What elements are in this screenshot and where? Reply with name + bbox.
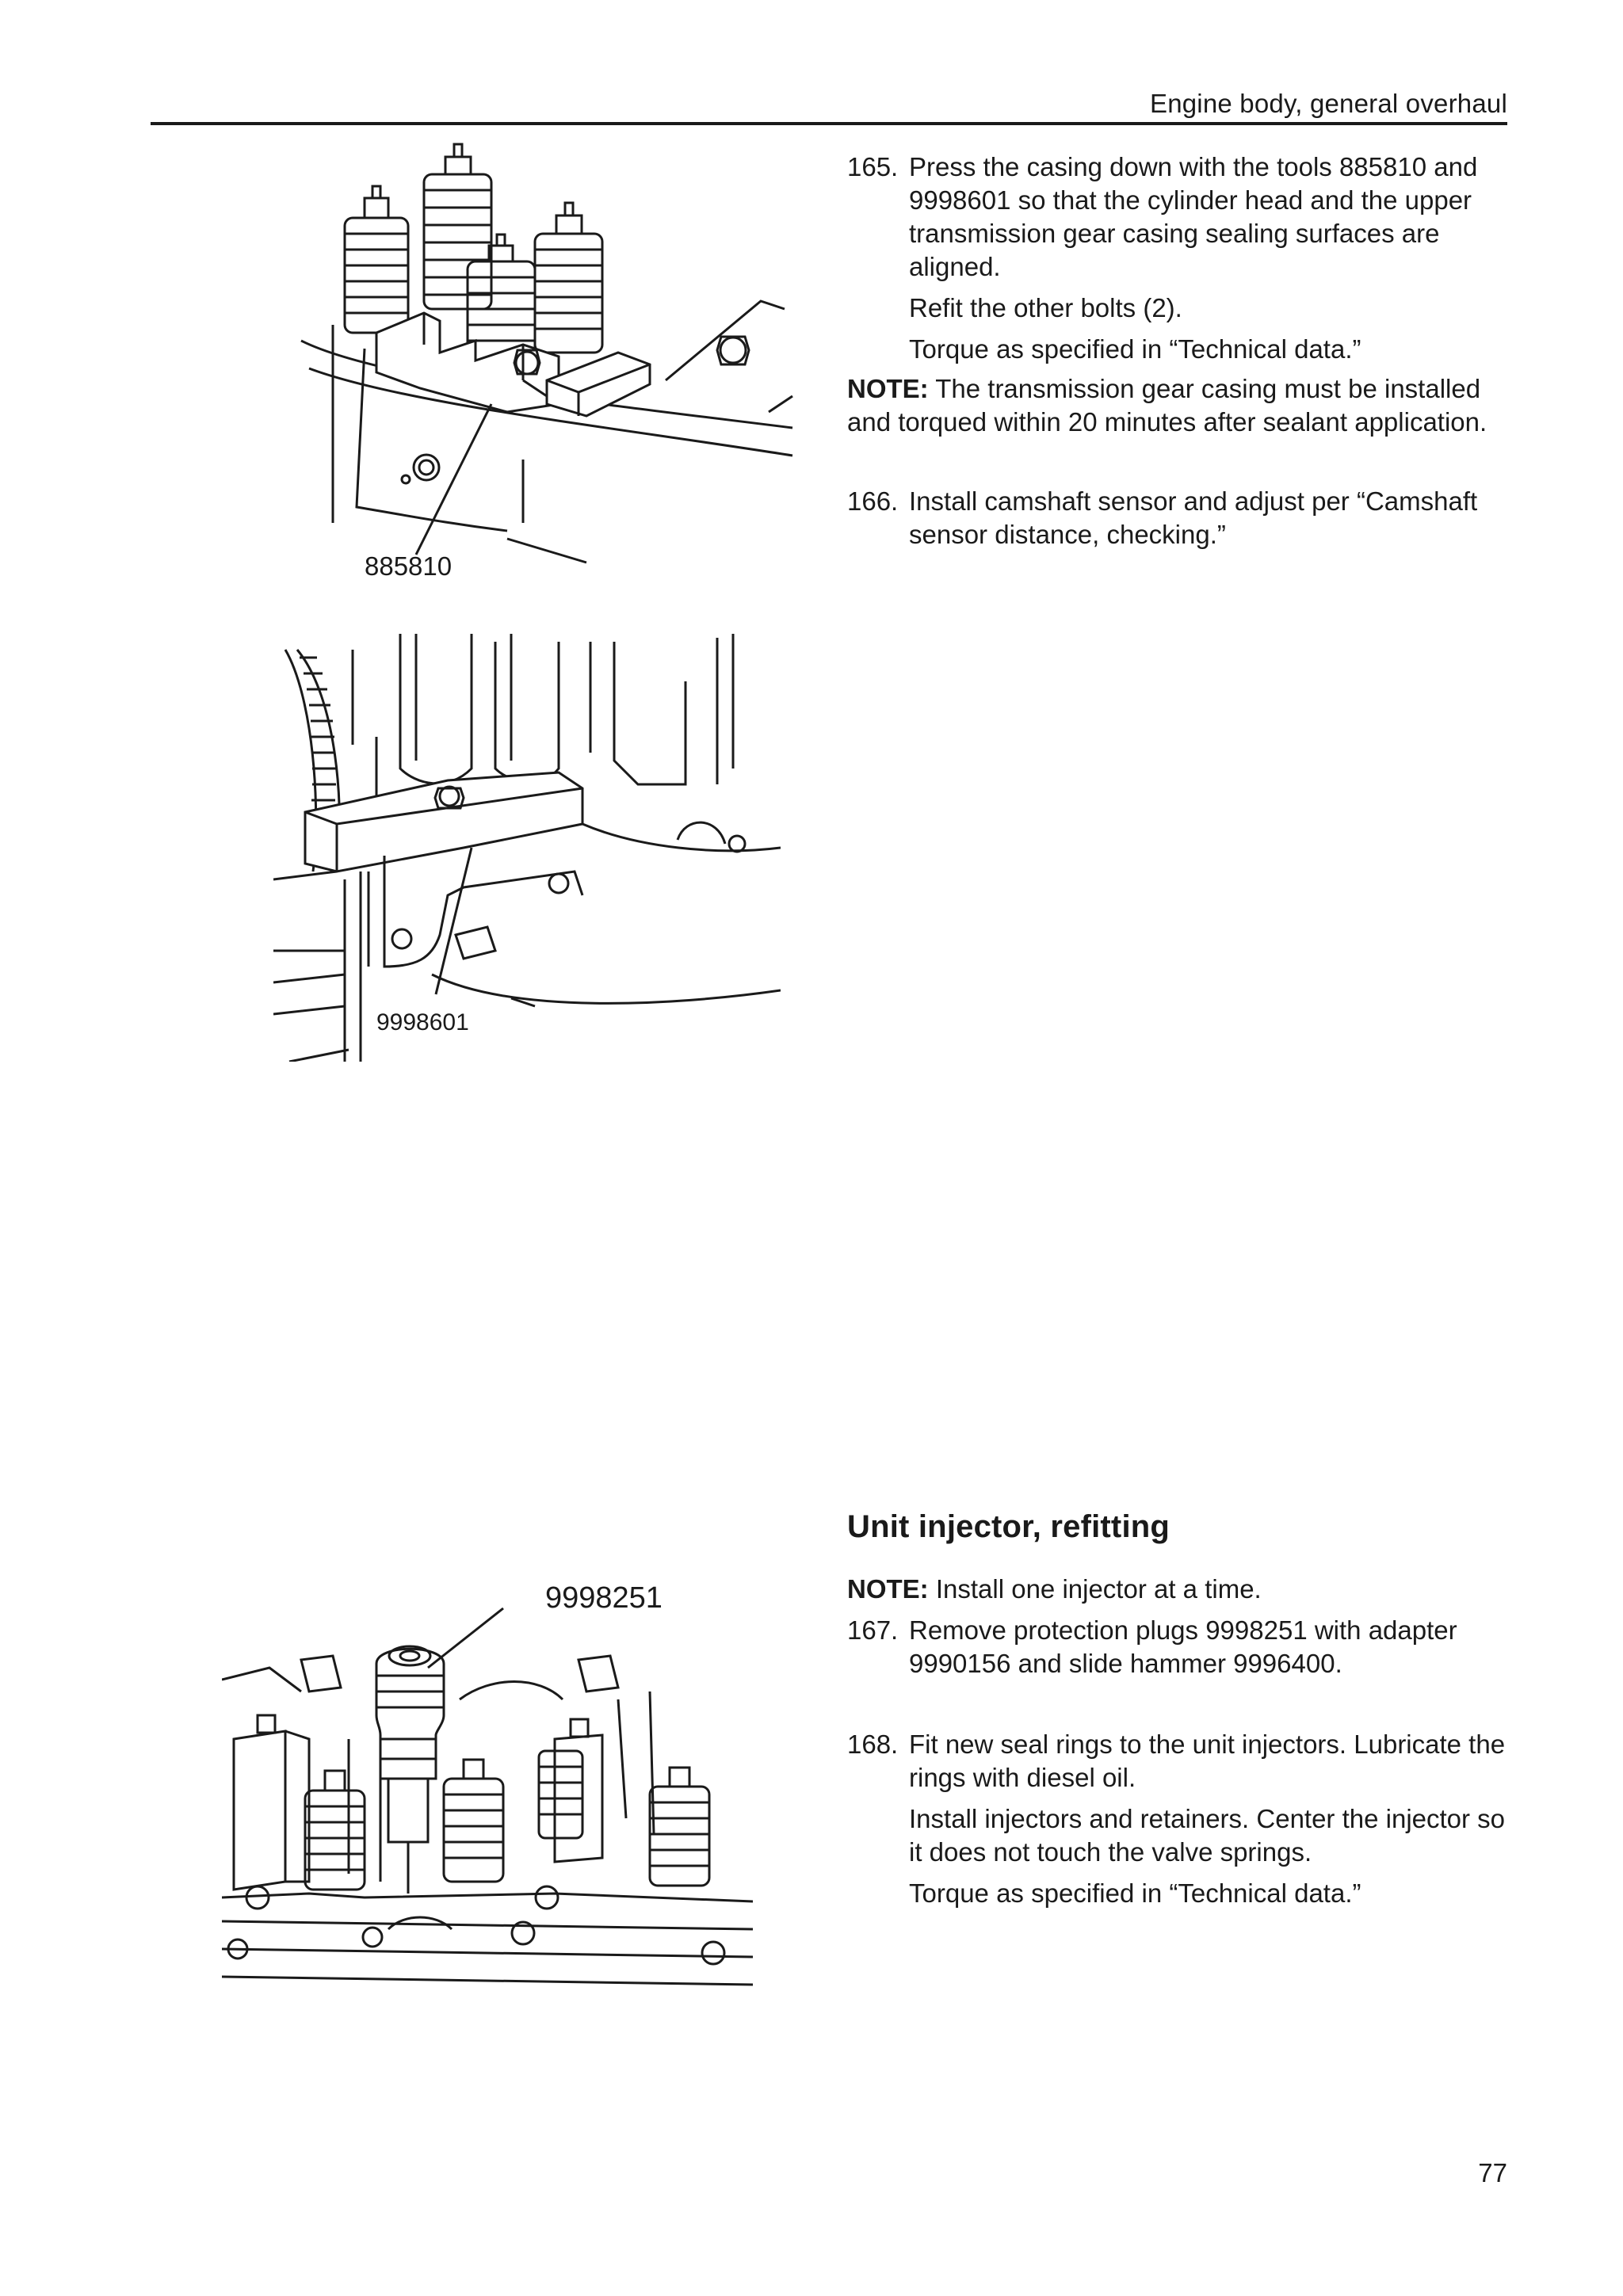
figure-tool-9998601 <box>273 634 781 1062</box>
step-text: Fit new seal rings to the unit injectors. Lubricate the rings with diesel oil. <box>909 1730 1506 1792</box>
step-text-torque: Torque as specified in “Technical data.” <box>909 1878 1361 1908</box>
step-number: 167. <box>847 1615 899 1645</box>
note-label: NOTE: <box>847 1574 929 1604</box>
step-text: Remove protection plugs 9998251 with adapter 9990156 and slide hammer 9996400. <box>909 1615 1457 1678</box>
step-168 <box>847 1728 1513 1910</box>
figure-callout-9998251: 9998251 <box>545 1581 663 1615</box>
note-text: The transmission gear casing must be installed and torqued within 20 minutes after sealant application. <box>847 374 1487 437</box>
running-header: Engine body, general overhaul <box>1149 89 1507 118</box>
note-text: Install one injector at a time. <box>928 1574 1262 1604</box>
step-text-install: Install injectors and retainers. Center the injector so it does not touch the valve springs. <box>909 1804 1506 1867</box>
step-text-refit: Refit the other bolts (2). <box>909 293 1182 322</box>
note-one-injector <box>847 1573 1513 1606</box>
step-165 <box>847 151 1513 366</box>
figure-tool-9998601-drawing <box>273 634 781 1062</box>
figure-tool-885810-drawing <box>285 143 808 586</box>
step-text-torque: Torque as specified in “Technical data.” <box>909 334 1361 364</box>
step-number: 166. <box>847 486 899 516</box>
section-title: Unit injector, refitting <box>847 1509 1170 1544</box>
page-number: 77 <box>1478 2158 1507 2187</box>
figure-tool-9998251-drawing <box>222 1581 753 2024</box>
figure-tool-9998251 <box>222 1581 753 2024</box>
step-167 <box>847 1614 1513 1680</box>
figure-tool-885810 <box>285 143 808 586</box>
step-166 <box>847 485 1513 551</box>
step-text: Press the casing down with the tools 885810 and 9998601 so that the cylinder head and the upper transmission gear casing sealing surfaces are aligned. <box>909 152 1478 281</box>
step-text: Install camshaft sensor and adjust per “Camshaft sensor distance, checking.” <box>909 486 1478 549</box>
step-number: 168. <box>847 1730 899 1759</box>
figure-callout-885810: 885810 <box>365 551 453 581</box>
step-number: 165. <box>847 152 899 181</box>
note-label: NOTE: <box>847 374 929 403</box>
figure-callout-9998601: 9998601 <box>376 1009 469 1035</box>
note-sealant <box>847 372 1513 439</box>
header-rule <box>151 122 1507 125</box>
